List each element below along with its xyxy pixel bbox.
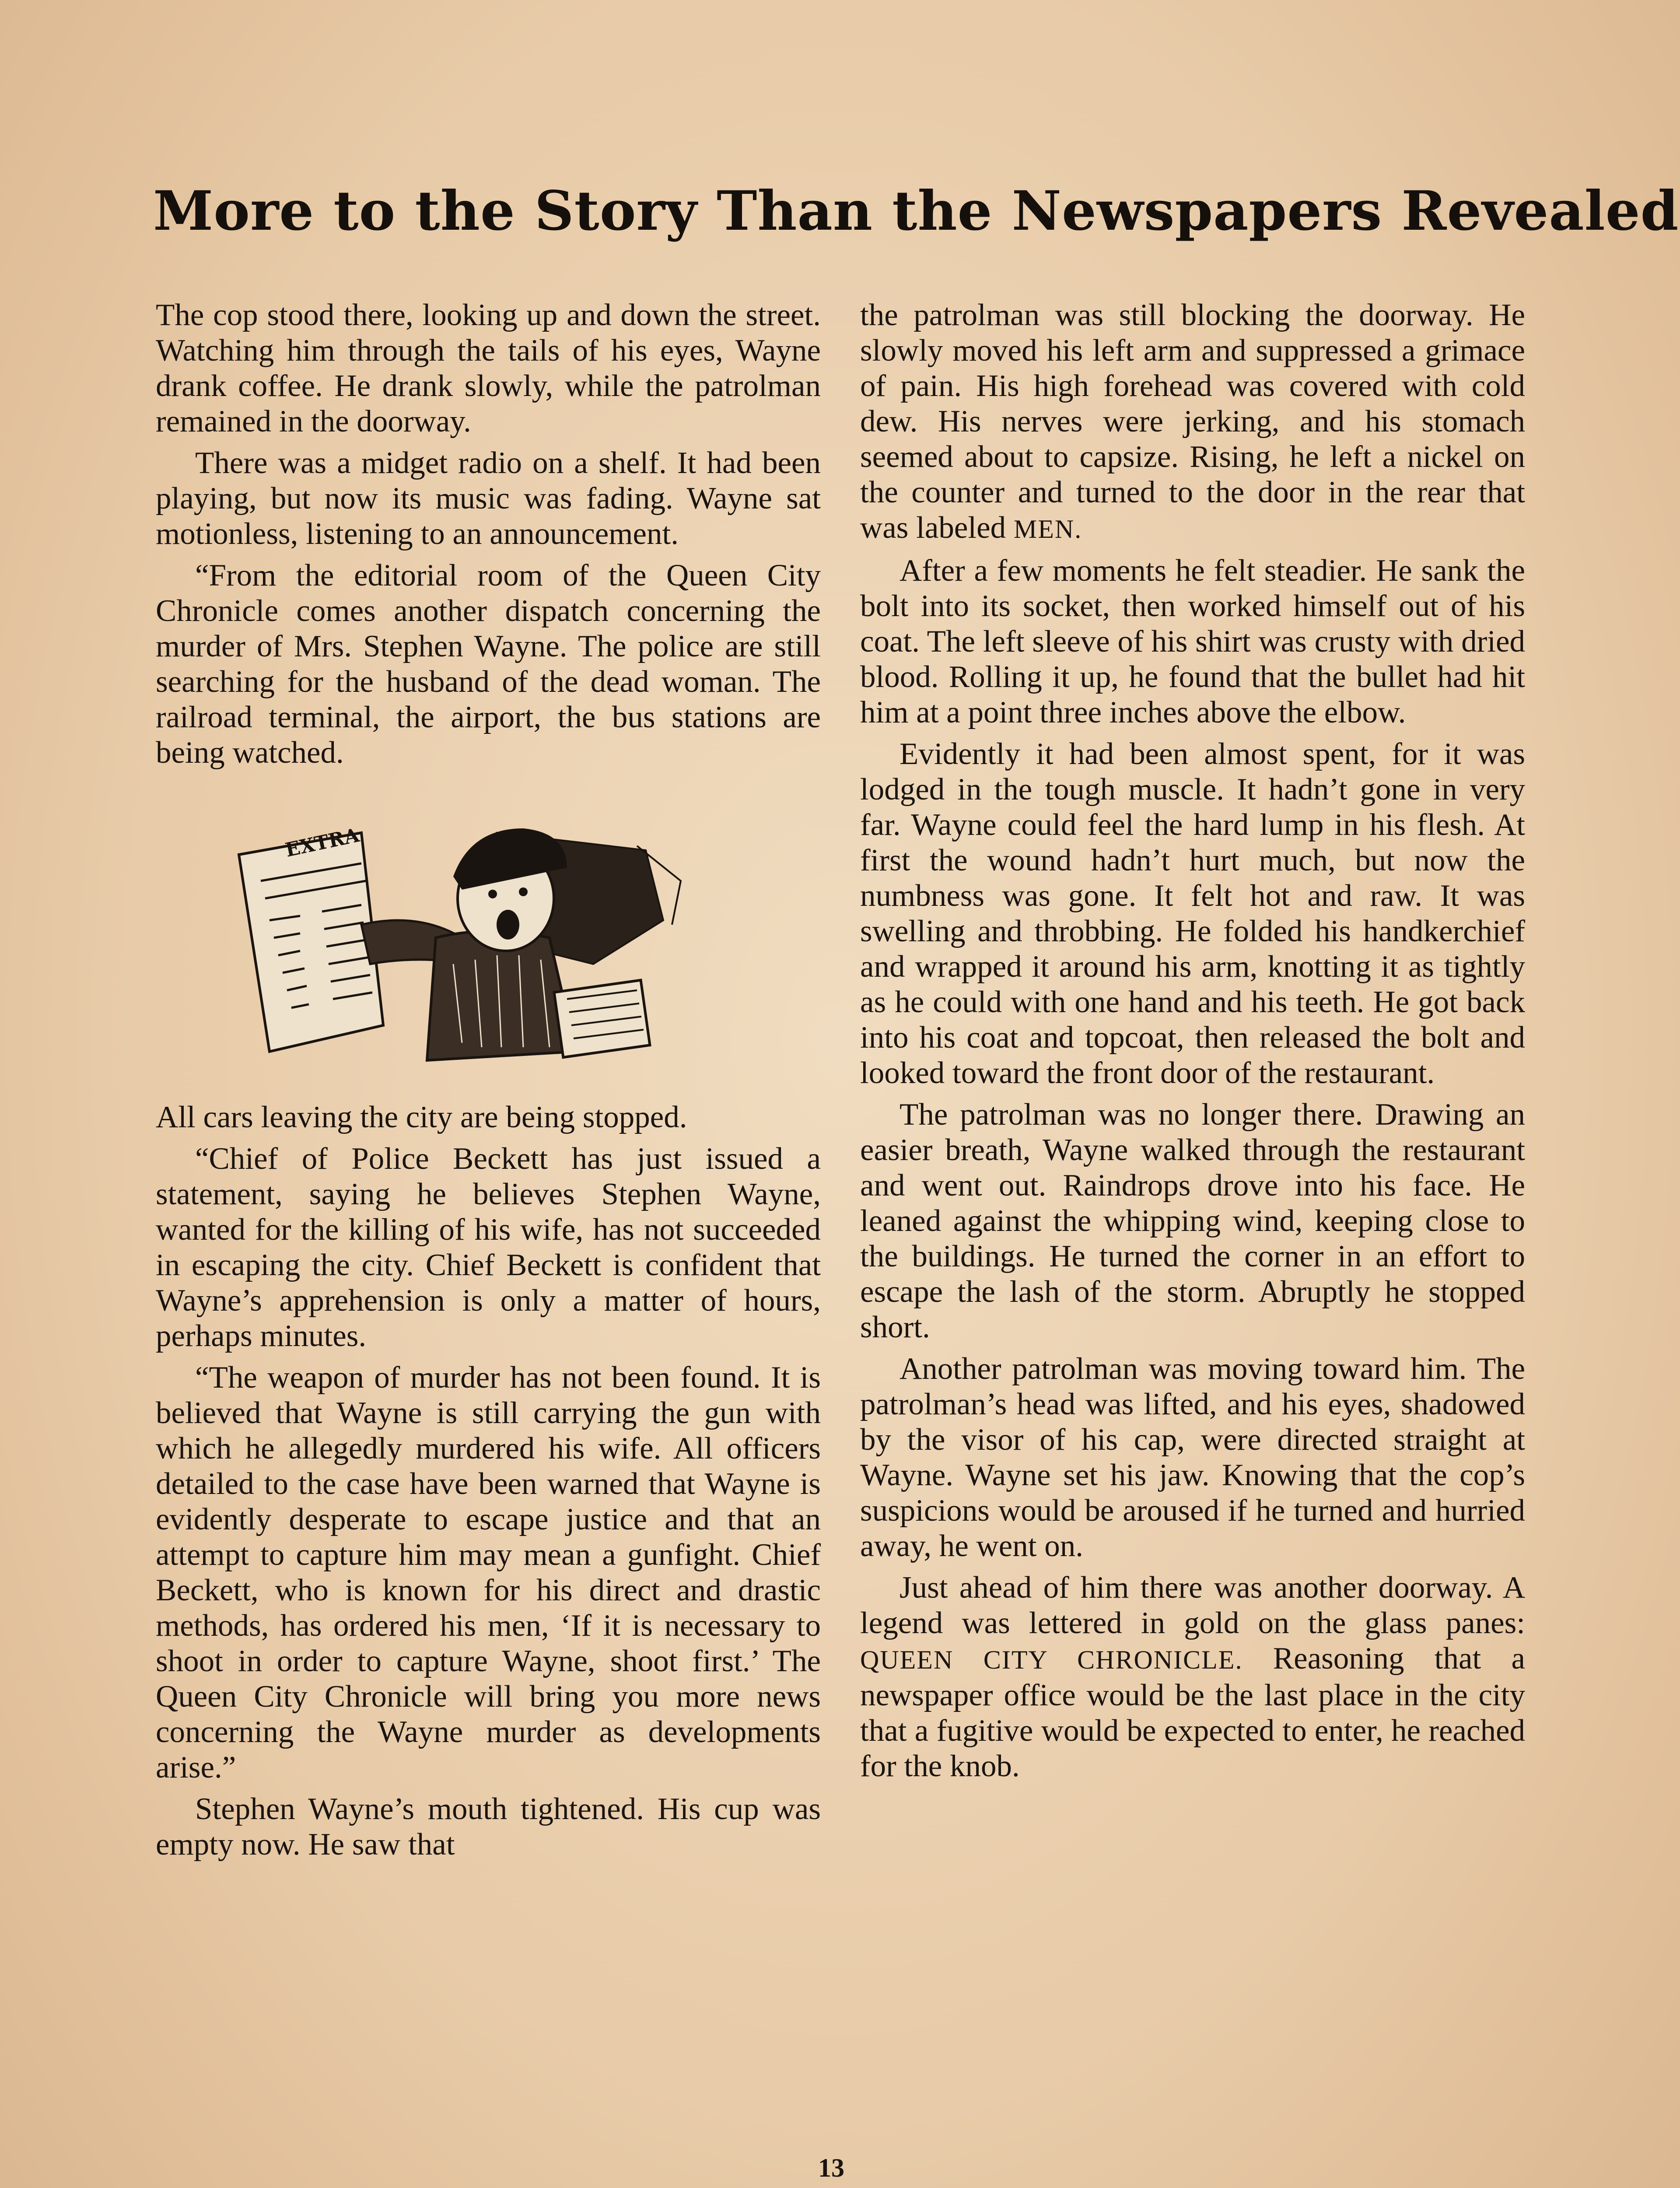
paragraph: Just ahead of him there was another doorway. A legend was lettered in gold on the glass panes: QUEEN CITY CHRONICLE. Reasoning that a newspaper office would be the last place in the city that a fugitive would be expected to enter, he reached for the knob. xyxy=(860,1571,1525,1783)
paragraph: After a few moments he felt steadier. He sank the bolt into its socket, then worked himself out of his coat. The left sleeve of his shirt was crusty with dried blood. Rolling it up, he found that the bullet had hit him at a point three inches above the elbow. xyxy=(860,554,1525,729)
left-column xyxy=(156,298,821,1869)
paragraph: The patrolman was no longer there. Drawing an easier breath, Wayne walked through the restaurant and went out. Raindrops drove into his face. He leaned against the whipping wind, keeping close to the buildings. He turned the corner in an effort to escape the lash of the storm. Abruptly he stopped short. xyxy=(860,1098,1525,1344)
paragraph: The cop stood there, looking up and down the street. Watching him through the tails of his eyes, Wayne drank coffee. He drank slowly, while the patrolman remained in the doorway. xyxy=(156,298,821,438)
paragraph: the patrolman was still blocking the doorway. He slowly moved his left arm and suppressed a grimace of pain. His high forehead was covered with cold dew. His nerves were jerking, and his stomach seemed about to capsize. Rising, he left a nickel on the counter and turned to the door in the rear that was labeled MEN. xyxy=(860,298,1525,545)
newspaper-icon xyxy=(239,824,383,1052)
paragraph: There was a midget radio on a shelf. It had been playing, but now its music was fading. Wayne sat motionless, listening to an announcement. xyxy=(156,446,821,551)
paragraph: All cars leaving the city are being stopped. xyxy=(156,1100,687,1134)
paragraph: Evidently it had been almost spent, for it was lodged in the tough muscle. It hadn’t gone in very far. Wayne could feel the hard lump in his flesh. At first the wound hadn’t hurt much, but now the numbness was gone. It felt hot and raw. It was swelling and throbbing. He folded his handkerchief and wrapped it around his arm, knotting it as tightly as he could with one hand and his teeth. He got back into his coat and topcoat, then released the bolt and looked toward the front door of the restaurant. xyxy=(860,737,1525,1090)
sign-text: QUEEN CITY CHRONICLE. xyxy=(860,1645,1243,1674)
right-column xyxy=(860,298,1525,1790)
paragraph: “Chief of Police Beckett has just issued a statement, saying he believes Stephen Wayne, wanted for the killing of his wife, has not succeeded in escaping the city. Chief Beckett is confident that Wayne’s apprehension is only a matter of hours, perhaps minutes. xyxy=(156,1142,821,1353)
page-number: 13 xyxy=(818,2153,844,2182)
sign-text: MEN. xyxy=(1013,515,1082,543)
paragraph: “From the editorial room of the Queen City Chronicle comes another dispatch concerning the murder of Mrs. Stephen Wayne. The police are still searching for the husband of the dead woman. The railroad terminal, the airport, the bus stations are being watched. xyxy=(156,558,821,770)
svg-text:EXTRA: EXTRA xyxy=(283,824,361,862)
paragraph: “The weapon of murder has not been found. It is believed that Wayne is still carrying the gun with which he allegedly murdered his wife. All officers detailed to the case have been warned that Wayne is evidently desperate to escape justice and that an attempt to capture him may mean a gunfight. Chief Beckett, who is known for his direct and drastic methods, has ordered his men, ‘If it is necessary to shoot in order to capture Wayne, shoot first.’ The Queen City Chronicle will bring you more news concerning the Wayne murder as developments arise.” xyxy=(156,1360,821,1785)
paragraph: Another patrolman was moving toward him. The patrolman’s head was lifted, and his eyes, shadowed by the visor of his cap, were directed straight at Wayne. Wayne set his jaw. Knowing that the cop’s suspicions would be aroused if he turned and hurried away, he went on. xyxy=(860,1352,1525,1563)
paragraph: Stephen Wayne’s mouth tightened. His cup was empty now. He saw that xyxy=(156,1792,821,1862)
story-title: More to the Story Than the Newspapers Revealed xyxy=(153,179,1679,243)
newsboy-illustration xyxy=(156,780,821,1087)
